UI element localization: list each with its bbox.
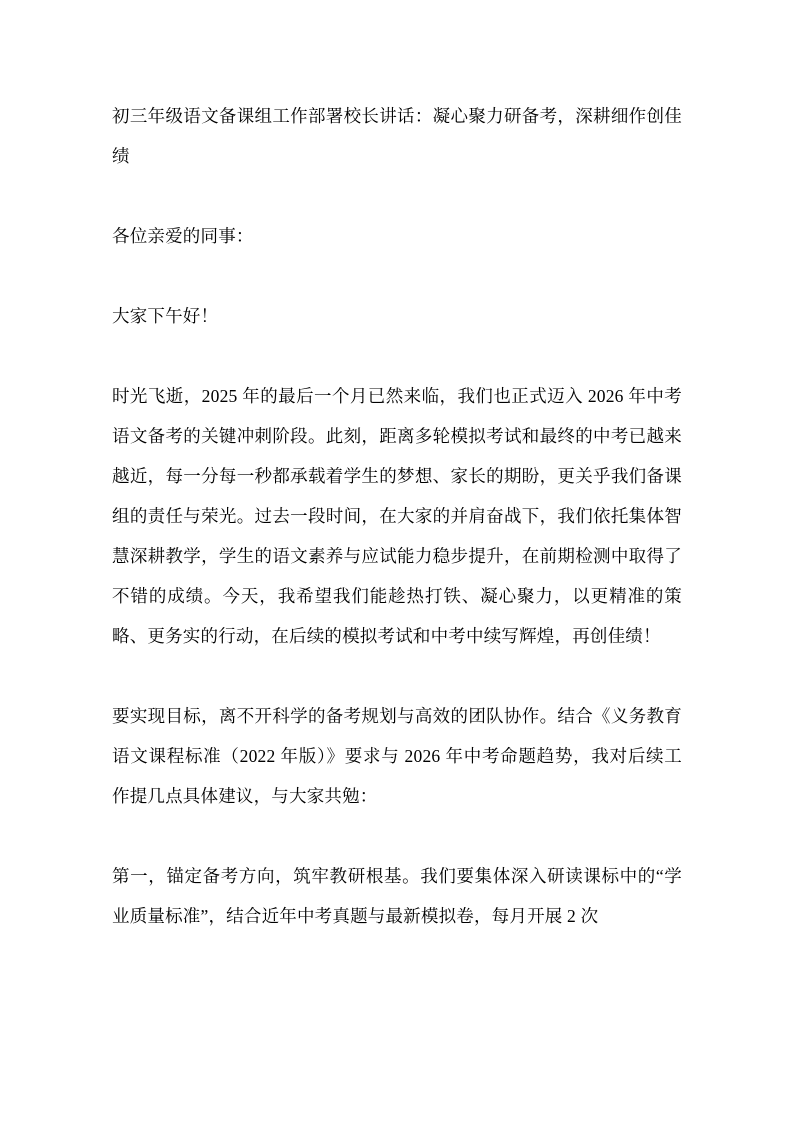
greeting-paragraph: 大家下午好！ [112,306,219,326]
document-body [112,96,682,936]
body-paragraph-2: 要实现目标，离不开科学的备考规划与高效的团队协作。结合《义务教育语文课程标准（2022 年版）》要求与 2026 年中考命题趋势，我对后续工作提几点具体建议，与大家共勉： [112,706,682,806]
salutation-paragraph: 各位亲爱的同事： [112,226,254,246]
body-paragraph-3: 第一，锚定备考方向，筑牢教研根基。我们要集体深入研读课标中的“学业质量标准”，结合近年中考真题与最新模拟卷，每月开展 2 次 [112,866,682,926]
body-paragraph-1: 时光飞逝，2025 年的最后一个月已然来临，我们也正式迈入 2026 年中考语文备考的关键冲刺阶段。此刻，距离多轮模拟考试和最终的中考已越来越近，每一分每一秒都承载着学生的梦想、家长的期盼，更关乎我们备课组的责任与荣光。过去一段时间，在大家的并肩奋战下，我们依托集体智慧深耕教学，学生的语文素养与应试能力稳步提升，在前期检测中取得了不错的成绩。今天，我希望我们能趁热打铁、凝心聚力，以更精准的策略、更务实的行动，在后续的模拟考试和中考中续写辉煌，再创佳绩！ [112,386,682,646]
document-title-paragraph: 初三年级语文备课组工作部署校长讲话：凝心聚力研备考，深耕细作创佳绩 [112,106,682,166]
